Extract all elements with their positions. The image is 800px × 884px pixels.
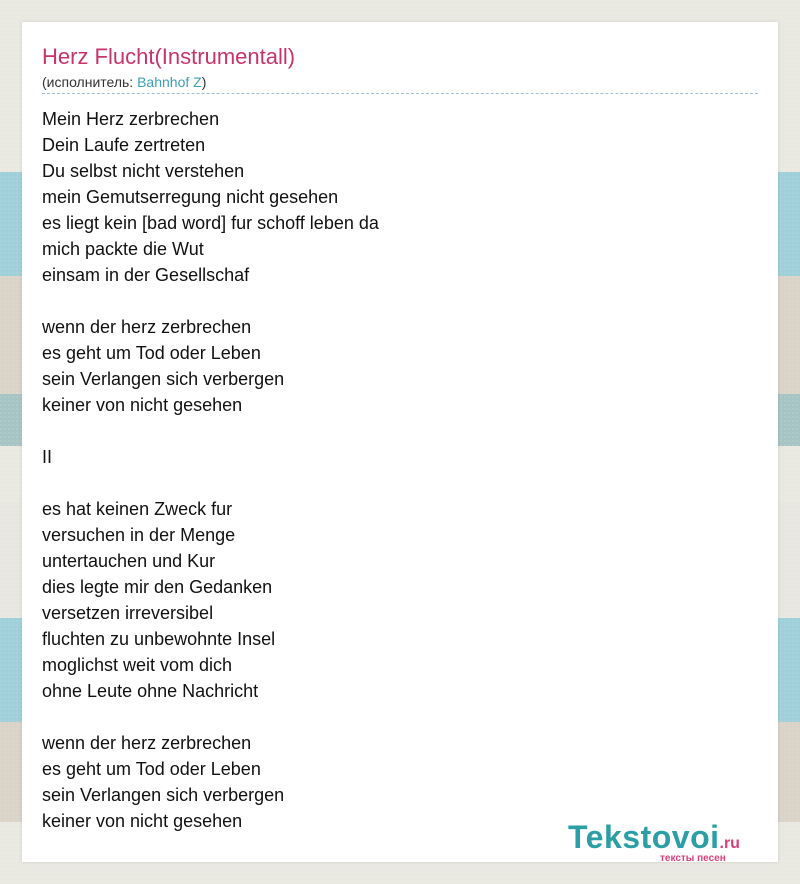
lyric-line: wenn der herz zerbrechen bbox=[42, 733, 252, 753]
song-title: Herz Flucht(Instrumentall) bbox=[42, 44, 296, 69]
artist-line bbox=[42, 74, 206, 90]
lyric-line: es geht um Tod oder Leben bbox=[42, 759, 261, 779]
lyric-line: keiner von nicht gesehen bbox=[42, 395, 243, 415]
title-divider bbox=[42, 93, 758, 94]
lyric-line: Dein Laufe zertreten bbox=[42, 135, 206, 155]
lyric-line: es geht um Tod oder Leben bbox=[42, 343, 261, 363]
lyric-line bbox=[42, 288, 379, 314]
logo-name: Tekstovoi bbox=[568, 819, 720, 855]
lyric-line: dies legte mir den Gedanken bbox=[42, 577, 273, 597]
lyric-line: moglichst weit vom dich bbox=[42, 655, 233, 675]
lyric-line: mein Gemutserregung nicht gesehen bbox=[42, 187, 339, 207]
lyric-line: es hat keinen Zweck fur bbox=[42, 499, 233, 519]
lyric-line: es liegt kein [bad word] fur schoff leben da bbox=[42, 213, 379, 233]
lyric-line: fluchten zu unbewohnte Insel bbox=[42, 629, 276, 649]
lyric-line: versuchen in der Menge bbox=[42, 525, 236, 545]
lyric-line: sein Verlangen sich verbergen bbox=[42, 369, 285, 389]
lyrics-text bbox=[42, 106, 379, 834]
lyric-line bbox=[42, 704, 379, 730]
artist-label-suffix: ) bbox=[201, 74, 207, 90]
lyric-line: II bbox=[42, 447, 53, 467]
lyric-line: untertauchen und Kur bbox=[42, 551, 216, 571]
logo-tagline: тексты песен bbox=[660, 853, 726, 864]
lyric-line: einsam in der Gesellschaf bbox=[42, 265, 250, 285]
lyric-line bbox=[42, 418, 379, 444]
lyrics-card bbox=[22, 22, 778, 862]
lyric-line: ohne Leute ohne Nachricht bbox=[42, 681, 259, 701]
artist-label-prefix: (исполнитель: bbox=[42, 74, 138, 90]
lyric-line: mich packte die Wut bbox=[42, 239, 204, 259]
lyric-line: Du selbst nicht verstehen bbox=[42, 161, 245, 181]
lyric-line bbox=[42, 470, 379, 496]
lyric-line: keiner von nicht gesehen bbox=[42, 811, 243, 831]
lyric-line: wenn der herz zerbrechen bbox=[42, 317, 252, 337]
artist-link[interactable]: Bahnhof Z bbox=[137, 74, 202, 90]
logo-tld: .ru bbox=[719, 835, 740, 852]
lyric-line: sein Verlangen sich verbergen bbox=[42, 785, 285, 805]
lyric-line: versetzen irreversibel bbox=[42, 603, 214, 623]
site-logo[interactable] bbox=[568, 819, 740, 864]
lyric-line: Mein Herz zerbrechen bbox=[42, 109, 220, 129]
